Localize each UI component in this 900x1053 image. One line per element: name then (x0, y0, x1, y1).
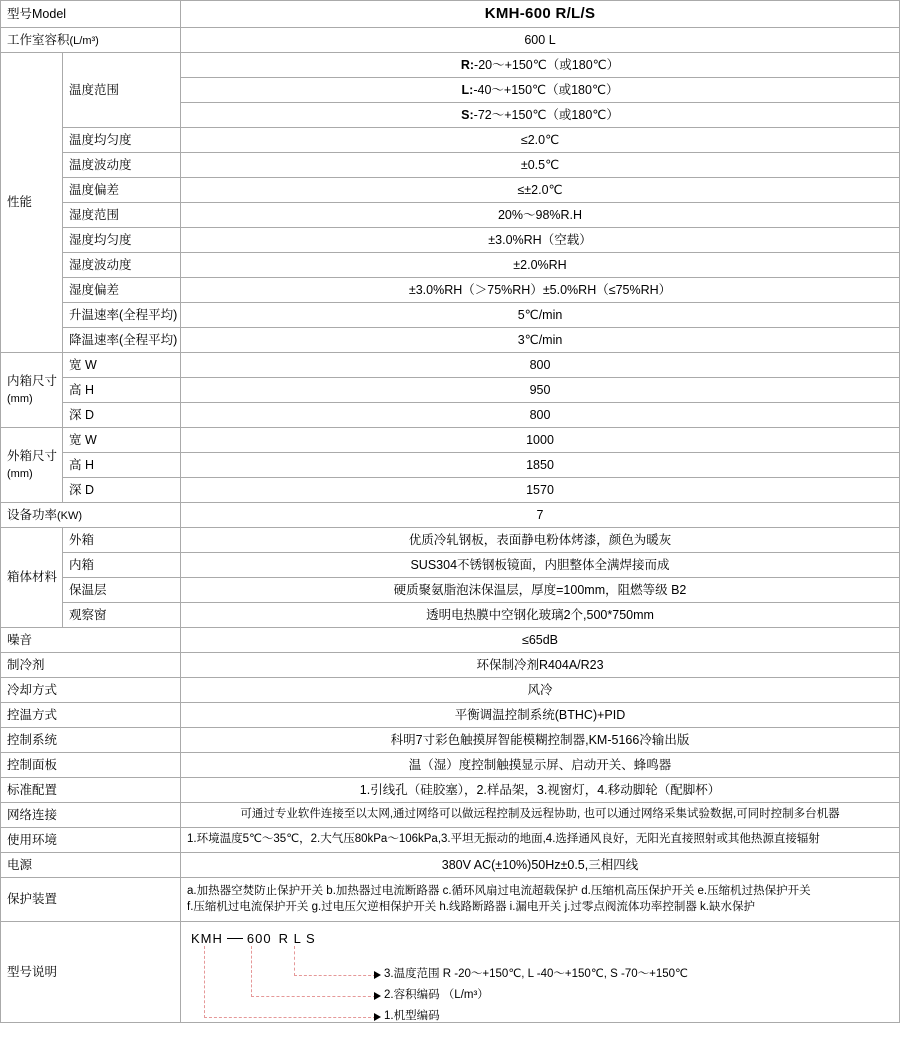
protection-line: a.加热器空焚防止保护开关 b.加热器过电流断路器 c.循环风扇过电流超载保护 d.压缩机高压保护开关 e.压缩机过热保护开关 (187, 885, 811, 898)
performance-row-label: 湿度偏差 (63, 278, 181, 303)
inner-size-row-label: 深 D (63, 403, 181, 428)
temp-range-text-l: -40～+150℃（或180℃） (473, 82, 619, 97)
inner-size-label-unit: (mm) (7, 393, 33, 406)
explanation-label: 型号说明 (1, 922, 181, 1023)
arrow-icon-2 (374, 992, 381, 1000)
outer-size-group-label (1, 428, 63, 503)
simple-row-value: 1.环境温度5℃～35℃，2.大气压80kPa～106kPa,3.平坦无振动的地面,4.选择通风良好，无阳光直接照射或其他热源直接辐射 (181, 828, 900, 853)
simple-row-value: 380V AC(±10%)50Hz±0.5,三相四线 (181, 853, 900, 878)
table-row (1, 178, 900, 203)
model-code-diagram (181, 922, 899, 1022)
performance-row-label: 温度均匀度 (63, 128, 181, 153)
model-code-title (191, 930, 316, 948)
outer-size-label-unit: (mm) (7, 468, 33, 481)
performance-row-value: 5℃/min (181, 303, 900, 328)
outer-size-row-value: 1000 (181, 428, 900, 453)
temp-range-prefix-s: S: (461, 107, 474, 122)
table-row (1, 253, 900, 278)
protection-line: f.压缩机过电流保护开关 g.过电压欠逆相保护开关 h.线路断路器 i.漏电开关 j.过零点阀流体功率控制器 k.缺水保护 (187, 900, 756, 913)
leader-line-3 (294, 946, 295, 976)
performance-row-label: 温度偏差 (63, 178, 181, 203)
simple-row-value: 环保制冷剂R404A/R23 (181, 653, 900, 678)
volume-label-unit: (L/m³) (69, 34, 99, 47)
performance-row-label: 湿度均匀度 (63, 228, 181, 253)
explanation-diagram-cell (181, 922, 900, 1023)
performance-group-label: 性能 (1, 53, 63, 353)
simple-row-label: 使用环境 (1, 828, 181, 853)
volume-value: 600 L (181, 28, 900, 53)
table-row (1, 453, 900, 478)
explanation-item-2: 2.容积编码 （L/m³） (384, 989, 489, 1002)
performance-row-label: 温度波动度 (63, 153, 181, 178)
table-row (1, 878, 900, 922)
explanation-item-1: 1.机型编码 (384, 1010, 440, 1023)
materials-row-value: 优质冷轧钢板，表面静电粉体烤漆，颜色为暖灰 (181, 528, 900, 553)
table-row (1, 553, 900, 578)
table-row (1, 303, 900, 328)
simple-row-value: ≤65dB (181, 628, 900, 653)
materials-row-label: 外箱 (63, 528, 181, 553)
performance-row-value: ±3.0%RH（空载） (181, 228, 900, 253)
arrow-icon-3 (374, 971, 381, 979)
simple-row-value: 1.引线孔（硅胶塞），2.样品架，3.视窗灯，4.移动脚轮（配脚杯） (181, 778, 900, 803)
materials-row-value: 硬质聚氨脂泡沫保温层，厚度=100mm，阻燃等级 B2 (181, 578, 900, 603)
table-row (1, 703, 900, 728)
leader-line-1 (204, 946, 205, 1018)
inner-size-group-label (1, 353, 63, 428)
simple-row-label: 网络连接 (1, 803, 181, 828)
table-row (1, 203, 900, 228)
volume-label (1, 28, 181, 53)
performance-row-value: ≤2.0℃ (181, 128, 900, 153)
power-label (1, 503, 181, 528)
simple-row-label: 冷却方式 (1, 678, 181, 703)
simple-row-value: 可通过专业软件连接至以太网,通过网络可以做远程控制及远程协助, 也可以通过网络采集试验数据,可同时控制多台机器 (181, 803, 900, 828)
materials-row-value: 透明电热膜中空钢化玻璃2个,500*750mm (181, 603, 900, 628)
table-row (1, 678, 900, 703)
simple-row-value: 科明7寸彩色触摸屏智能模糊控制器,KM-5166冷输出版 (181, 728, 900, 753)
arrow-icon-1 (374, 1013, 381, 1021)
table-row (1, 128, 900, 153)
performance-row-label: 降温速率(全程平均) (63, 328, 181, 353)
temp-range-text-r: -20～+150℃（或180℃） (474, 57, 620, 72)
outer-size-label-text: 外箱尺寸 (7, 449, 58, 464)
outer-size-row-label: 高 H (63, 453, 181, 478)
table-row (1, 503, 900, 528)
temp-range-prefix-l: L: (461, 82, 474, 97)
inner-size-label-text: 内箱尺寸 (7, 374, 58, 389)
table-row (1, 28, 900, 53)
table-row (1, 653, 900, 678)
leader-line-3-h (294, 975, 376, 976)
table-row (1, 428, 900, 453)
temp-range-value-r (181, 53, 900, 78)
table-row (1, 328, 900, 353)
temp-range-value-l (181, 78, 900, 103)
inner-size-row-value: 950 (181, 378, 900, 403)
temp-range-text-s: -72～+150℃（或180℃） (473, 107, 619, 122)
table-row (1, 528, 900, 553)
outer-size-row-value: 1850 (181, 453, 900, 478)
inner-size-row-value: 800 (181, 353, 900, 378)
simple-row-value: 温（湿）度控制触摸显示屏、启动开关、蜂鸣器 (181, 753, 900, 778)
simple-row-label: 控制面板 (1, 753, 181, 778)
outer-size-row-value: 1570 (181, 478, 900, 503)
power-label-text: 设备功率 (7, 507, 58, 522)
simple-row-label: 控制系统 (1, 728, 181, 753)
table-row (1, 628, 900, 653)
table-row (1, 1, 900, 28)
leader-line-2 (251, 946, 252, 997)
simple-row-label: 制冷剂 (1, 653, 181, 678)
performance-row-label: 湿度波动度 (63, 253, 181, 278)
table-row (1, 922, 900, 1023)
performance-row-value: ±0.5℃ (181, 153, 900, 178)
table-row (1, 53, 900, 78)
table-row (1, 828, 900, 853)
materials-row-label: 保温层 (63, 578, 181, 603)
table-row (1, 753, 900, 778)
volume-label-text: 工作室容积 (7, 32, 70, 47)
performance-row-value: 20%～98%R.H (181, 203, 900, 228)
simple-row-label: 噪音 (1, 628, 181, 653)
performance-row-value: ±3.0%RH（＞75%RH）±5.0%RH（≤75%RH） (181, 278, 900, 303)
power-value: 7 (181, 503, 900, 528)
code-dash-icon (227, 938, 243, 939)
explanation-item-3: 3.温度范围 R -20～+150℃, L -40～+150℃, S -70～+150℃ (384, 968, 688, 981)
table-row (1, 578, 900, 603)
protection-label: 保护装置 (1, 878, 181, 922)
table-row (1, 228, 900, 253)
performance-row-value: ±2.0%RH (181, 253, 900, 278)
performance-row-label: 升温速率(全程平均) (63, 303, 181, 328)
materials-row-label: 观察窗 (63, 603, 181, 628)
leader-line-1-h (204, 1017, 376, 1018)
materials-row-label: 内箱 (63, 553, 181, 578)
table-row (1, 478, 900, 503)
materials-row-value: SUS304不锈钢板镜面，内胆整体全满焊接而成 (181, 553, 900, 578)
table-row (1, 403, 900, 428)
inner-size-row-label: 高 H (63, 378, 181, 403)
simple-row-label: 标准配置 (1, 778, 181, 803)
materials-group-label: 箱体材料 (1, 528, 63, 628)
inner-size-row-label: 宽 W (63, 353, 181, 378)
performance-row-value: ≤±2.0℃ (181, 178, 900, 203)
power-label-unit: (KW) (57, 509, 83, 522)
table-row (1, 728, 900, 753)
model-value: KMH-600 R/L/S (181, 1, 900, 28)
leader-line-2-h (251, 996, 376, 997)
temp-range-label: 温度范围 (63, 53, 181, 128)
table-row (1, 778, 900, 803)
simple-row-value: 平衡调温控制系统(BTHC)+PID (181, 703, 900, 728)
table-row (1, 378, 900, 403)
table-row (1, 853, 900, 878)
code-number: 600 (246, 931, 272, 947)
outer-size-row-label: 深 D (63, 478, 181, 503)
code-suffix: R L S (278, 931, 316, 947)
simple-row-label: 电源 (1, 853, 181, 878)
temp-range-prefix-r: R: (460, 57, 475, 72)
outer-size-row-label: 宽 W (63, 428, 181, 453)
model-label: 型号Model (1, 1, 181, 28)
inner-size-row-value: 800 (181, 403, 900, 428)
simple-row-label: 控温方式 (1, 703, 181, 728)
table-row (1, 353, 900, 378)
simple-row-value: 风冷 (181, 678, 900, 703)
table-row (1, 803, 900, 828)
temp-range-value-s (181, 103, 900, 128)
protection-value (181, 878, 900, 922)
table-row (1, 278, 900, 303)
performance-row-value: 3℃/min (181, 328, 900, 353)
table-row (1, 603, 900, 628)
table-row (1, 153, 900, 178)
performance-row-label: 湿度范围 (63, 203, 181, 228)
code-prefix: KMH (191, 931, 223, 947)
